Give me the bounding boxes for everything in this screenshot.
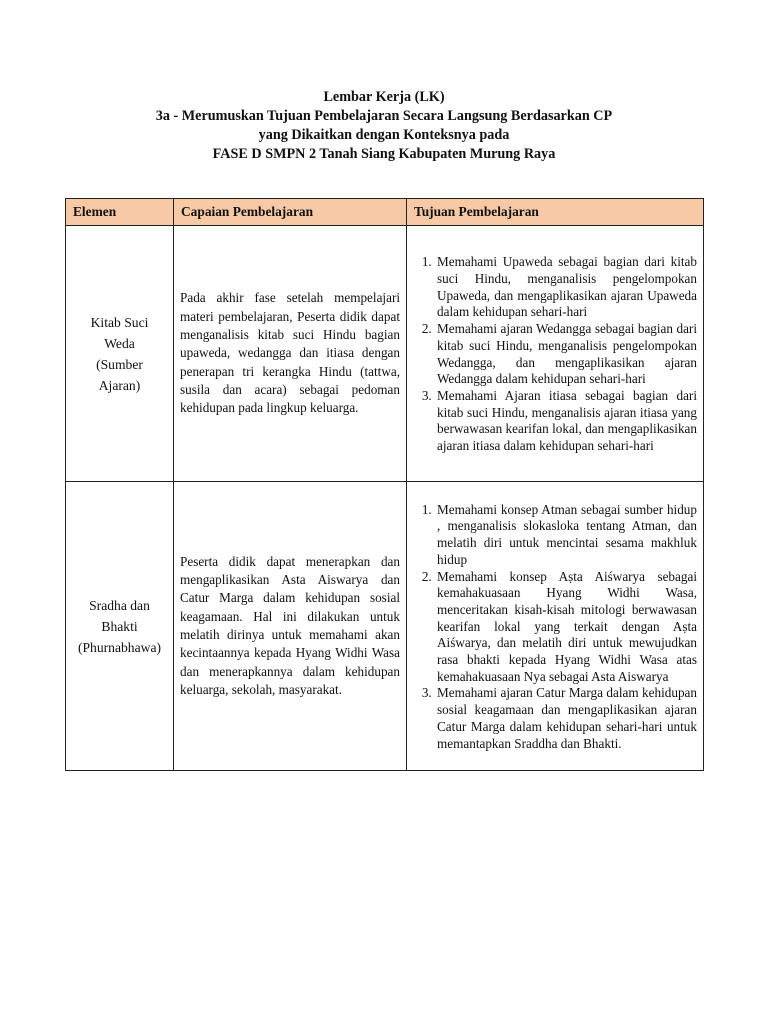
list-item: 1. Memahami konsep Atman sebagai sumber hidup , menganalisis slokasloka tentang Atman, dan melatih diri untuk mencintai sesama makhluk hidup [435, 502, 697, 569]
tujuan-list [411, 502, 697, 753]
worksheet-title [0, 88, 768, 164]
capaian-cell: Pada akhir fase setelah mempelajari materi pembelajaran, Peserta didik dapat menganalisis kitab suci Hindu bagian upaweda, wedangga dan itiasa dengan penerapan tri kerangka Hindu (tattwa, susila dan acara) sebagai pedoman kehidupan pada lingkup keluarga. [174, 226, 407, 482]
elemen-line: Kitab Suci [90, 314, 149, 330]
list-item: 3. Memahami ajaran Catur Marga dalam kehidupan sosial keagamaan dan mengaplikasikan ajaran Catur Marga dalam kehidupan sehari-hari untuk memantapkan Sraddha dan Bhakti. [435, 685, 697, 752]
column-header-capaian: Capaian Pembelajaran [174, 199, 407, 226]
elemen-cell [66, 226, 174, 482]
column-header-tujuan: Tujuan Pembelajaran [407, 199, 704, 226]
learning-objectives-table [65, 198, 704, 771]
capaian-cell: Peserta didik dapat menerapkan dan mengaplikasikan Asta Aiswarya dan Catur Marga dalam kehidupan sosial keagamaan. Hal ini dilakukan untuk melatih dirinya untuk memahami akan kecintaannya kepada Hyang Widhi Wasa dan menerapkannya dalam kehidupan keluarga, sekolah, masyarakat. [174, 482, 407, 771]
table-header-row [66, 199, 704, 226]
list-item: 3. Memahami Ajaran itiasa sebagai bagian dari kitab suci Hindu, menganalisis ajaran itiasa yang berwawasan kearifan lokal, dan mengaplikasikan ajaran itiasa dalam kehidupan sehari-hari [435, 388, 697, 455]
elemen-line: (Phurnabhawa) [77, 639, 162, 655]
table-row [66, 226, 704, 482]
elemen-cell [66, 482, 174, 771]
title-line-3: yang Dikaitkan dengan Konteksnya pada [258, 127, 510, 143]
title-line-1: Lembar Kerja (LK) [323, 89, 445, 105]
tujuan-cell [407, 226, 704, 482]
elemen-line: (Sumber [96, 356, 143, 372]
list-item: 1. Memahami Upaweda sebagai bagian dari kitab suci Hindu, menganalisis pengelompokan Upaweda, dan mengaplikasikan ajaran Upaweda dalam kehidupan sehari-hari [435, 254, 697, 321]
title-line-2: 3a - Merumuskan Tujuan Pembelajaran Secara Langsung Berdasarkan CP [155, 108, 613, 124]
elemen-line: Bhakti [101, 618, 138, 634]
tujuan-cell [407, 482, 704, 771]
title-line-4: FASE D SMPN 2 Tanah Siang Kabupaten Murung Raya [212, 146, 556, 162]
elemen-line: Weda [104, 335, 135, 351]
table-row [66, 482, 704, 771]
tujuan-list [411, 254, 697, 454]
elemen-line: Ajaran) [98, 377, 141, 393]
elemen-line: Sradha dan [89, 597, 150, 613]
list-item: 2. Memahami ajaran Wedangga sebagai bagian dari kitab suci Hindu, menganalisis pengelompokan Wedangga, dan mengaplikasikan ajaran Wedangga dalam kehidupan sehari-hari [435, 321, 697, 388]
column-header-elemen: Elemen [66, 199, 174, 226]
list-item: 2. Memahami konsep Aṣta Aiśwarya sebagai kemahakuasaan Hyang Widhi Wasa, menceritakan kisah-kisah mitologi berwawasan kearifan lokal yang terkait dengan Aṣta Aiśwarya, dan melatih diri untuk mewujudkan rasa bhakti kepada Hyang Widhi Wasa atas kemahakuasaan Nya sebagai Asta Aiswarya [435, 569, 697, 686]
